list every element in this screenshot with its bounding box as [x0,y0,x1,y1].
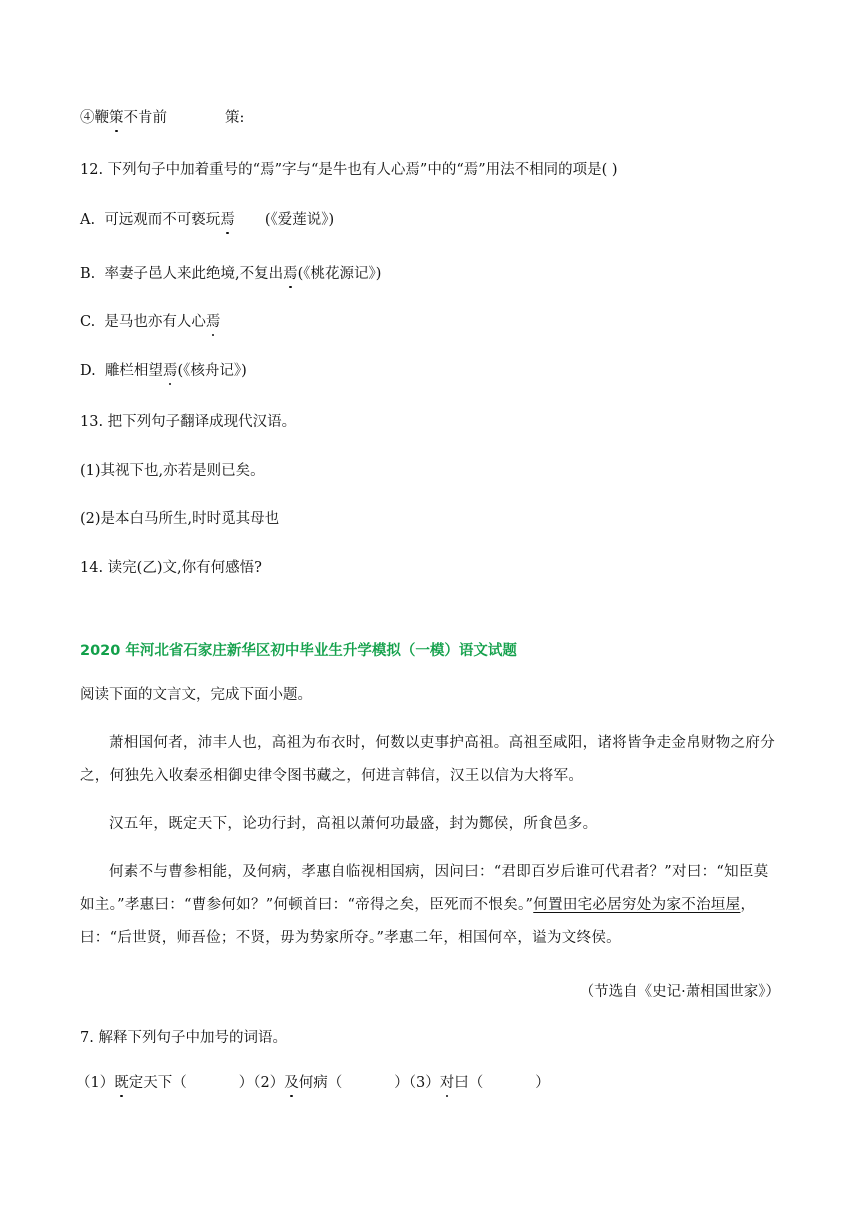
q7-items: （1）既定天下（ ）（2）及何病（ ）（3）对曰（ ） [76,1075,550,1091]
q14-stem: 14. 读完(乙)文,你有何感悟? [80,560,262,576]
emphasis-char: 策 [109,110,124,126]
q13-item-1: (1)其视下也,亦若是则已矣。 [80,463,265,479]
q11-item-4: ④鞭策不肯前 策: [80,110,245,126]
emphasis-char: 既 [114,1075,129,1091]
emphasis-char: 对 [439,1075,455,1091]
q12-option-d: D. 雕栏相望焉(《核舟记》) [80,363,247,379]
passage-paragraph-1: 萧相国何者，沛丰人也，高祖为布衣时，何数以吏事护高祖。高祖至咸阳，诸将皆争走金帛财物之府分之，何独先入收秦丞相御史律令图书藏之，何进言韩信，汉王以信为大将军。 [80,735,775,784]
underlined-sentence: 何置田宅必居穷处为家不治垣屋 [533,897,741,913]
emphasis-char: 焉 [283,266,298,282]
q7-stem: 7. 解释下列句子中加号的词语。 [80,1030,287,1046]
reading-instruction: 阅读下面的文言文，完成下面小题。 [80,687,312,703]
emphasis-char: 及 [284,1075,299,1091]
q12-option-a: A. 可远观而不可亵玩焉 (《爱莲说》) [80,212,335,228]
passage-paragraph-2: 汉五年，既定天下，论功行封，高祖以萧何功最盛，封为酂侯，所食邑多。 [109,816,598,832]
emphasis-char: 焉 [220,212,235,228]
q13-stem: 13. 把下列句子翻译成现代汉语。 [80,414,297,430]
answer-target: 策: [225,110,245,126]
section-title: 2020 年河北省石家庄新华区初中毕业生升学模拟（一模）语文试题 [80,643,517,659]
emphasis-char: 焉 [205,314,221,330]
q12-option-c: C. 是马也亦有人心焉 [80,314,221,330]
emphasis-char: 焉 [162,363,178,379]
q13-item-2: (2)是本白马所生,时时觅其母也 [80,511,280,527]
q12-stem: 12. 下列句子中加着重号的“焉”字与“是牛也有人心焉”中的“焉”用法不相同的项是( ) [80,162,618,178]
q12-option-b: B. 率妻子邑人来此绝境,不复出焉(《桃花源记》) [80,266,382,282]
passage-source: （节选自《史记·萧相国世家》） [579,984,780,1000]
passage-paragraph-3: 何素不与曹参相能，及何病，孝惠自临视相国病，因问曰：“君即百岁后谁可代君者？”对曰：“知臣莫如主。”孝惠曰：“曹参何如？”何顿首曰：“帝得之矣，臣死而不恨矣。”何置田宅必居穷处为家不治垣屋，曰：“后世贤，师吾俭；不贤，毋为势家所夺。”孝惠二年，相国何卒，谥为文终侯。 [80,864,769,946]
